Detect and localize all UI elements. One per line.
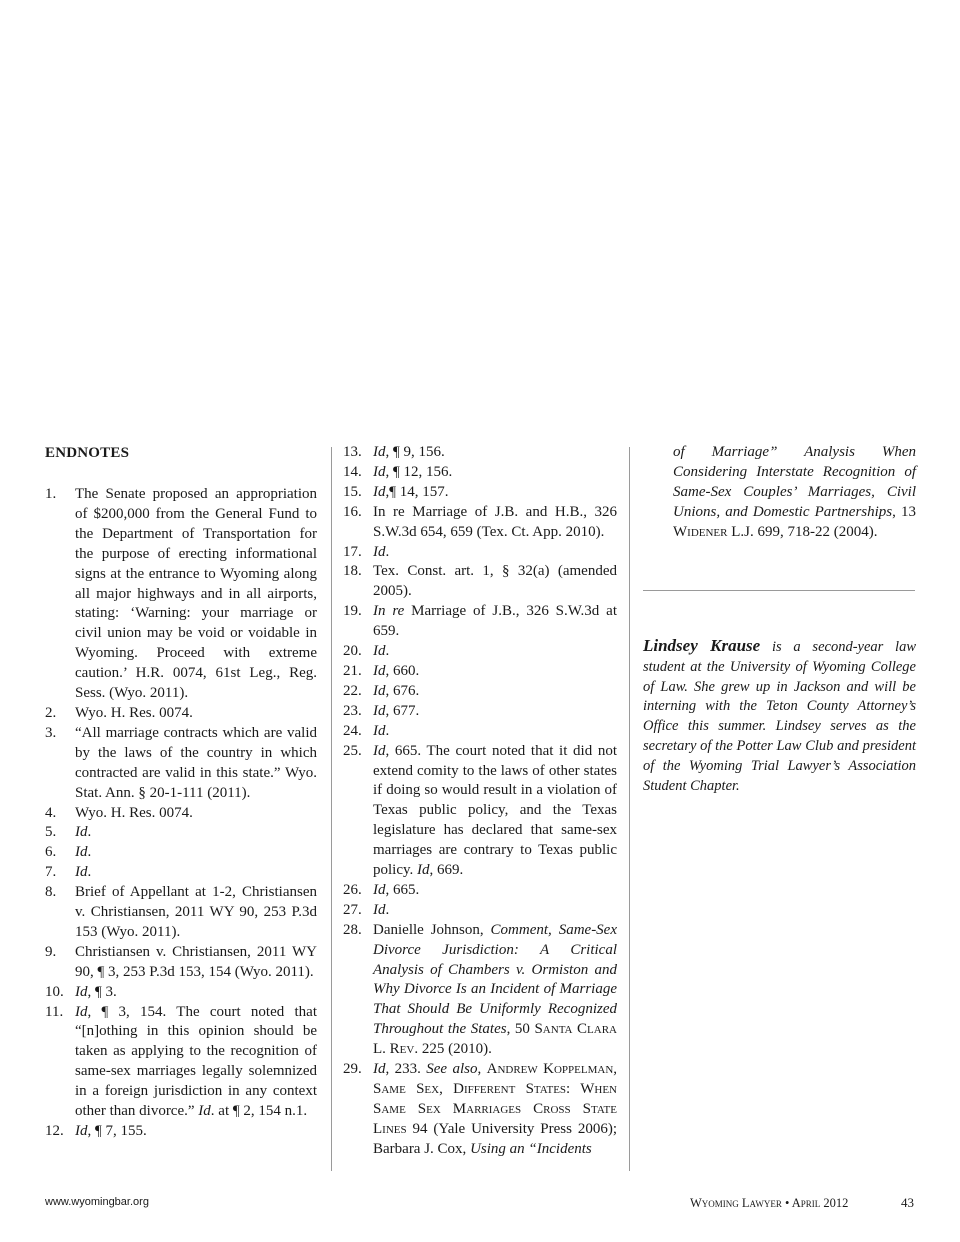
- endnote-29: [343, 1060, 617, 1160]
- endnote-2: [45, 704, 317, 724]
- endnote-number: 22.: [343, 682, 362, 699]
- endnote-17: [343, 543, 617, 563]
- endnote-number: 23.: [343, 702, 362, 719]
- footer-publication: Wyoming Lawyer • April 2012: [690, 1196, 849, 1210]
- endnote-number: 24.: [343, 722, 362, 739]
- endnote-number: 16.: [343, 503, 362, 520]
- endnote-4: [45, 804, 317, 824]
- endnote-text: Wyo. H. Res. 0074.: [75, 704, 193, 721]
- endnote-8: [45, 883, 317, 943]
- endnote-number: 9.: [45, 943, 57, 960]
- horizontal-divider: [643, 590, 915, 591]
- endnote-text: The Senate proposed an appropriation of $200,000 from the General Fund to the Department of Transportation for the purpose of erecting informational signs at the entrance to Wyoming along all major highways and in all airports, stating: ‘Warning: your marriage or civil union may be void or voidable in Wyoming. Proceed with extreme caution.’ H.R. 0074, 61st Leg., Reg. Sess. (Wyo. 2011).: [75, 486, 317, 702]
- endnote-13: [343, 443, 617, 463]
- endnote-text: Tex. Const. art. 1, § 32(a) (amended 2005).: [373, 563, 617, 600]
- endnote-text: Id, 676.: [373, 682, 420, 699]
- endnote-text: Id.: [373, 543, 390, 560]
- endnote-6: [45, 843, 317, 863]
- endnote-text: Id.: [75, 824, 92, 841]
- endnote-15: [343, 483, 617, 503]
- endnote-number: 14.: [343, 463, 362, 480]
- endnote-text: Id, 665. The court noted that it did not extend comity to the laws of other states if doing so would result in a violation of Texas public policy, and the Texas legislature has declared that same-sex marriages are contrary to Texas public policy. Id, 669.: [373, 742, 617, 879]
- endnote-text: Id,¶ 14, 157.: [373, 483, 449, 500]
- endnote-number: 8.: [45, 884, 57, 901]
- endnote-number: 27.: [343, 901, 362, 918]
- endnote-20: [343, 642, 617, 662]
- endnote-number: 20.: [343, 643, 362, 660]
- endnote-23: [343, 702, 617, 722]
- endnote-text: Id, ¶ 9, 156.: [373, 444, 445, 460]
- endnote-number: 17.: [343, 543, 362, 560]
- endnote-21: [343, 662, 617, 682]
- endnote-text: Id, ¶ 3, 154. The court noted that “[n]othing in this opinion should be taken as applying to the recognition of same-sex marriages legally solemnized in a foreign jurisdiction in any context other than divorce.” Id. at ¶ 2, 154 n.1.: [75, 1003, 317, 1120]
- endnote-number: 29.: [343, 1061, 362, 1078]
- endnote-number: 11.: [45, 1003, 64, 1020]
- endnote-number: 10.: [45, 983, 64, 1000]
- endnote-number: 6.: [45, 844, 57, 861]
- endnote-11: [45, 1003, 317, 1122]
- endnote-number: 2.: [45, 704, 57, 721]
- endnote-text: Danielle Johnson, Comment, Same-Sex Divorce Jurisdiction: A Critical Analysis of Chambers v. Ormiston and Why Divorce Is an Incident of Marriage That Should Be Uniformly Recognized Throughout the States, 50 Santa Clara L. Rev. 225 (2010).: [373, 921, 617, 1058]
- column-divider: [331, 447, 332, 1171]
- endnote-12: [45, 1122, 317, 1142]
- endnote-text: Id, ¶ 12, 156.: [373, 463, 453, 480]
- endnote-number: 5.: [45, 824, 57, 841]
- endnote-19: [343, 602, 617, 642]
- author-bio-text: is a second-year law student at the University of Wyoming College of Law. She grew up in Jackson and will be interning with the Teton County Attorney’s Office this summer. Lindsey serves as the secretary of the Potter Law Club and president of the Wyoming Trial Lawyer’s Association Student Chapter.: [643, 639, 917, 794]
- endnote-text: Id.: [75, 864, 92, 881]
- endnote-text: Id.: [373, 901, 390, 918]
- endnote-text: “All marriage contracts which are valid by the laws of the country in which contracted are valid in this state.” Wyo. Stat. Ann. § 20-1-111 (2011).: [75, 724, 317, 801]
- endnote-5: [45, 823, 317, 843]
- endnote-9: [45, 943, 317, 983]
- endnote-number: 3.: [45, 724, 57, 741]
- endnote-text: Id, 677.: [373, 702, 420, 719]
- endnote-text: In re Marriage of J.B., 326 S.W.3d at 659.: [373, 603, 617, 640]
- column-divider: [629, 447, 630, 1171]
- endnote-number: 13.: [343, 444, 362, 460]
- endnote-number: 19.: [343, 603, 362, 620]
- endnote-number: 4.: [45, 804, 57, 821]
- endnote-text: Id, 660.: [373, 662, 420, 679]
- endnote-text: Brief of Appellant at 1-2, Christiansen v. Christiansen, 2011 WY 90, 253 P.3d 153 (Wyo. 2011).: [75, 884, 317, 940]
- author-bio: [643, 636, 916, 796]
- endnotes-column-1: [45, 443, 317, 1142]
- endnote-text: In re Marriage of J.B. and H.B., 326 S.W.3d 654, 659 (Tex. Ct. App. 2010).: [373, 503, 617, 540]
- endnotes-column-3: [643, 443, 916, 543]
- endnote-text: Christiansen v. Christiansen, 2011 WY 90, ¶ 3, 253 P.3d 153, 154 (Wyo. 2011).: [75, 943, 317, 980]
- endnotes-list-2: [343, 443, 617, 1160]
- endnote-18: [343, 562, 617, 602]
- endnote-text: Id.: [373, 722, 390, 739]
- endnote-22: [343, 682, 617, 702]
- endnote-text: Wyo. H. Res. 0074.: [75, 804, 193, 821]
- endnote-3: [45, 724, 317, 804]
- footer-url: www.wyomingbar.org: [45, 1196, 149, 1208]
- endnote-25: [343, 742, 617, 881]
- endnotes-column-2: [343, 443, 617, 1160]
- endnote-number: 28.: [343, 921, 362, 938]
- endnote-27: [343, 901, 617, 921]
- endnote-number: 15.: [343, 483, 362, 500]
- endnote-number: 18.: [343, 563, 362, 580]
- endnote-14: [343, 463, 617, 483]
- endnote-number: 21.: [343, 662, 362, 679]
- endnote-number: 26.: [343, 881, 362, 898]
- endnote-29-continuation: of Marriage” Analysis When Considering Interstate Recognition of Same-Sex Couples’ Marriages, Civil Unions, and Domestic Partnerships, 13 Widener L.J. 699, 718-22 (2004).: [673, 444, 916, 540]
- endnote-text: Id.: [373, 643, 390, 660]
- endnotes-heading: ENDNOTES: [45, 445, 130, 461]
- endnote-24: [343, 722, 617, 742]
- endnote-number: 7.: [45, 864, 57, 881]
- page-number: 43: [901, 1195, 914, 1210]
- endnote-text: Id, 233. See also, Andrew Koppelman, Same Sex, Different States: When Same Sex Marriages Cross State Lines 94 (Yale University Press 2006); Barbara J. Cox, Using an “Incidents: [373, 1061, 618, 1157]
- endnote-text: Id, ¶ 3.: [75, 983, 117, 1000]
- endnote-1: [45, 485, 317, 704]
- endnote-text: Id, ¶ 7, 155.: [75, 1123, 147, 1139]
- endnote-number: 1.: [45, 486, 57, 502]
- endnote-number: 25.: [343, 742, 362, 759]
- endnote-text: Id, 665.: [373, 881, 420, 898]
- endnotes-list-1: [45, 485, 317, 1142]
- endnote-10: [45, 983, 317, 1003]
- endnote-text: Id.: [75, 844, 92, 861]
- author-name: Lindsey Krause: [643, 636, 761, 655]
- endnote-7: [45, 863, 317, 883]
- endnote-16: [343, 503, 617, 543]
- endnote-28: [343, 921, 617, 1060]
- endnote-26: [343, 881, 617, 901]
- endnote-number: 12.: [45, 1123, 64, 1139]
